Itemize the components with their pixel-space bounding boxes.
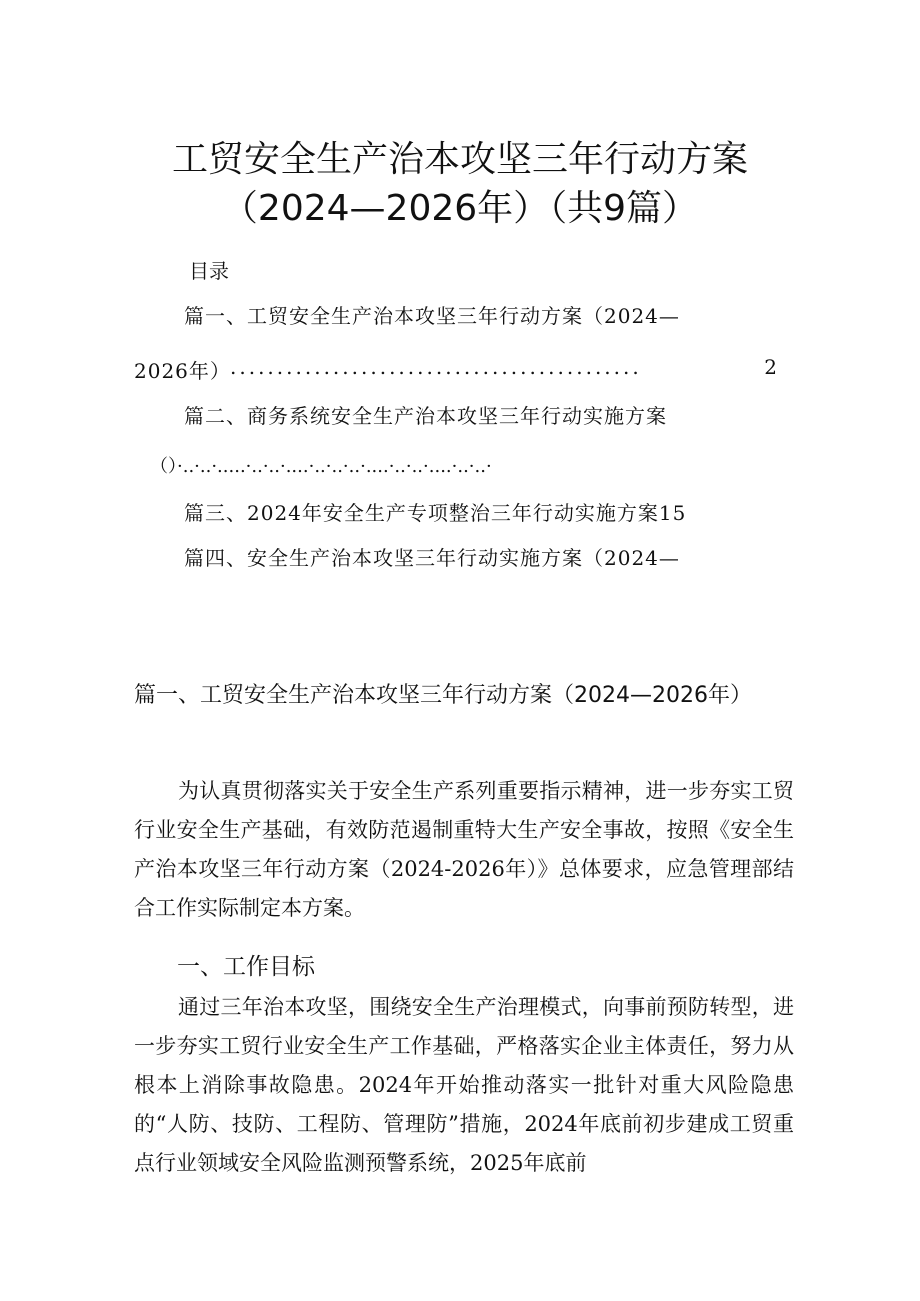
toc-entry-2[interactable]: 篇二、商务系统安全生产治本攻坚三年行动实施方案 — [184, 404, 667, 428]
toc-entry-1-year: 2026年） — [134, 359, 231, 383]
toc-entry-3[interactable]: 篇三、2024年安全生产专项整治三年行动实施方案15 — [184, 501, 687, 525]
toc-entry-4[interactable]: 篇四、安全生产治本攻坚三年行动实施方案（2024— — [184, 546, 680, 570]
body-paragraph: 通过三年治本攻坚，围绕安全生产治理模式，向事前预防转型，进一步夯实工贸行业安全生产工作基础，严格落实企业主体责任，努力从根本上消除事故隐患。2024年开始推动落实一批针对重大风险隐患的“人防、技防、工程防、管理防”措施，2024年底前初步建成工贸重点行业领域安全风险监测预警系统，2025年底前 — [134, 995, 794, 1175]
toc-entry-1-continuation[interactable] — [134, 355, 778, 384]
toc-heading: 目录 — [189, 259, 229, 283]
document-title: 工贸安全生产治本攻坚三年行动方案 — [171, 139, 748, 180]
toc-entry-1[interactable]: 篇一、工贸安全生产治本攻坚三年行动方案（2024— — [184, 304, 680, 328]
subsection-heading: 一、工作目标 — [177, 954, 315, 980]
document-subtitle: （2024—2026年）（共9篇） — [221, 188, 699, 229]
body-paragraph: 为认真贯彻落实关于安全生产系列重要指示精神，进一步夯实工贸行业安全生产基础，有效防范遏制重特大生产安全事故，按照《安全生产治本攻坚三年行动方案（2024-2026年）》总体要求，应急管理部结合工作实际制定本方案。 — [134, 779, 794, 920]
toc-leader-dots: ............................................ — [230, 355, 642, 379]
toc-entry-2-continuation: （）·..·..·.....·..·..·....·..·..·..·....·..·..·....·..·..· — [150, 456, 492, 477]
section-heading: 篇一、工贸安全生产治本攻坚三年行动方案（2024—2026年） — [134, 683, 752, 708]
toc-page-number: 2 — [764, 355, 778, 379]
